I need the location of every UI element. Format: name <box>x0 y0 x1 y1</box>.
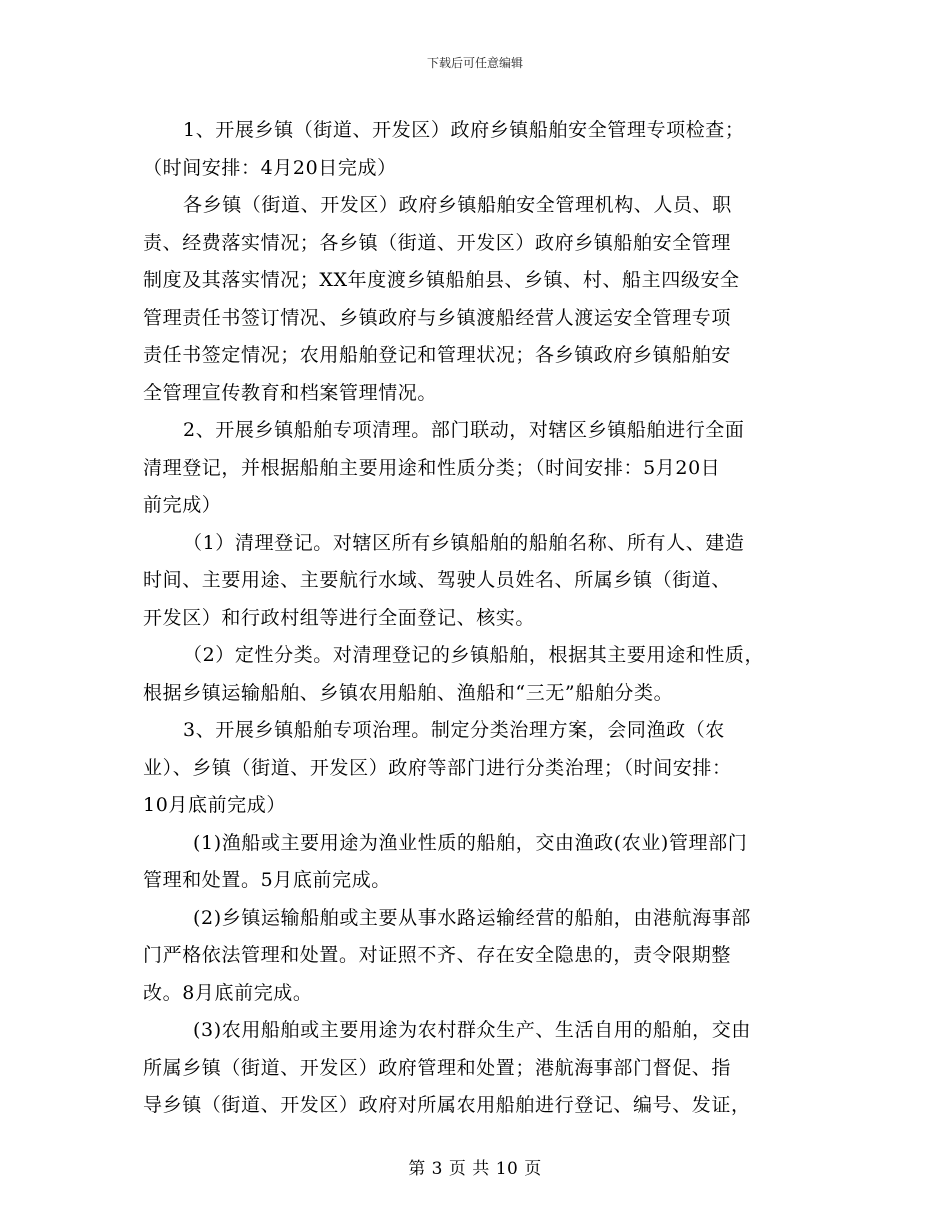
body-line: 根据乡镇运输船舶、乡镇农用船舶、渔船和“三无”船舶分类。 <box>143 681 674 704</box>
body-line: 责、经费落实情况；各乡镇（街道、开发区）政府乡镇船舶安全管理 <box>143 231 732 254</box>
body-line: 1、开展乡镇（街道、开发区）政府乡镇船舶安全管理专项检查； <box>183 119 745 141</box>
body-line: 清理登记，并根据船舶主要用途和性质分类；（时间安排：5月20日 <box>143 456 721 479</box>
body-line: (1)渔船或主要用途为渔业性质的船舶，交由渔政(农业)管理部门 <box>193 831 748 854</box>
body-line: 时间、主要用途、主要航行水域、驾驶人员姓名、所属乡镇（街道、 <box>143 569 732 591</box>
body-line: 前完成） <box>143 494 222 516</box>
body-line: 管理责任书签订情况、乡镇政府与乡镇渡船经营人渡运安全管理专项 <box>143 306 732 329</box>
body-line: 门严格依法管理和处置。对证照不齐、存在安全隐患的，责令限期整 <box>143 944 732 966</box>
body-line: 制度及其落实情况；XX年度渡乡镇船舶县、乡镇、村、船主四级安全 <box>143 269 740 291</box>
body-line: （1）清理登记。对辖区所有乡镇船舶的船舶名称、所有人、建造 <box>183 531 745 554</box>
body-line: 2、开展乡镇船舶专项清理。部门联动，对辖区乡镇船舶进行全面 <box>183 419 745 441</box>
body-line: （2）定性分类。对清理登记的乡镇船舶，根据其主要用途和性质， <box>183 644 765 666</box>
body-line: (2)乡镇运输船舶或主要从事水路运输经营的船舶，由港航海事部 <box>193 906 751 929</box>
body-line: （时间安排：4月20日完成） <box>143 156 397 179</box>
body-line: 改。8月底前完成。 <box>143 981 313 1004</box>
body-line: 全管理宣传教育和档案管理情况。 <box>143 381 438 404</box>
page-number-footer: 第 3 页 共 10 页 <box>408 1159 542 1179</box>
body-line: 所属乡镇（街道、开发区）政府管理和处置；港航海事部门督促、指 <box>143 1056 732 1079</box>
body-line: 3、开展乡镇船舶专项治理。制定分类治理方案，会同渔政（农 <box>183 719 725 741</box>
body-line: 10月底前完成） <box>143 794 286 816</box>
page-header-note: 下载后可任意编辑 <box>426 56 523 70</box>
body-line: 导乡镇（街道、开发区）政府对所属农用船舶进行登记、编号、发证， <box>143 1094 751 1116</box>
body-line: 开发区）和行政村组等进行全面登记、核实。 <box>143 606 536 629</box>
body-line: (3)农用船舶或主要用途为农村群众生产、生活自用的船舶，交由 <box>193 1019 751 1041</box>
body-line: 管理和处置。5月底前完成。 <box>143 869 391 891</box>
body-line: 各乡镇（街道、开发区）政府乡镇船舶安全管理机构、人员、职 <box>183 194 732 216</box>
document-body <box>143 112 811 1125</box>
body-line: 业）、乡镇（街道、开发区）政府等部门进行分类治理；（时间安排： <box>143 756 732 779</box>
body-line: 责任书签定情况；农用船舶登记和管理状况；各乡镇政府乡镇船舶安 <box>143 344 732 366</box>
